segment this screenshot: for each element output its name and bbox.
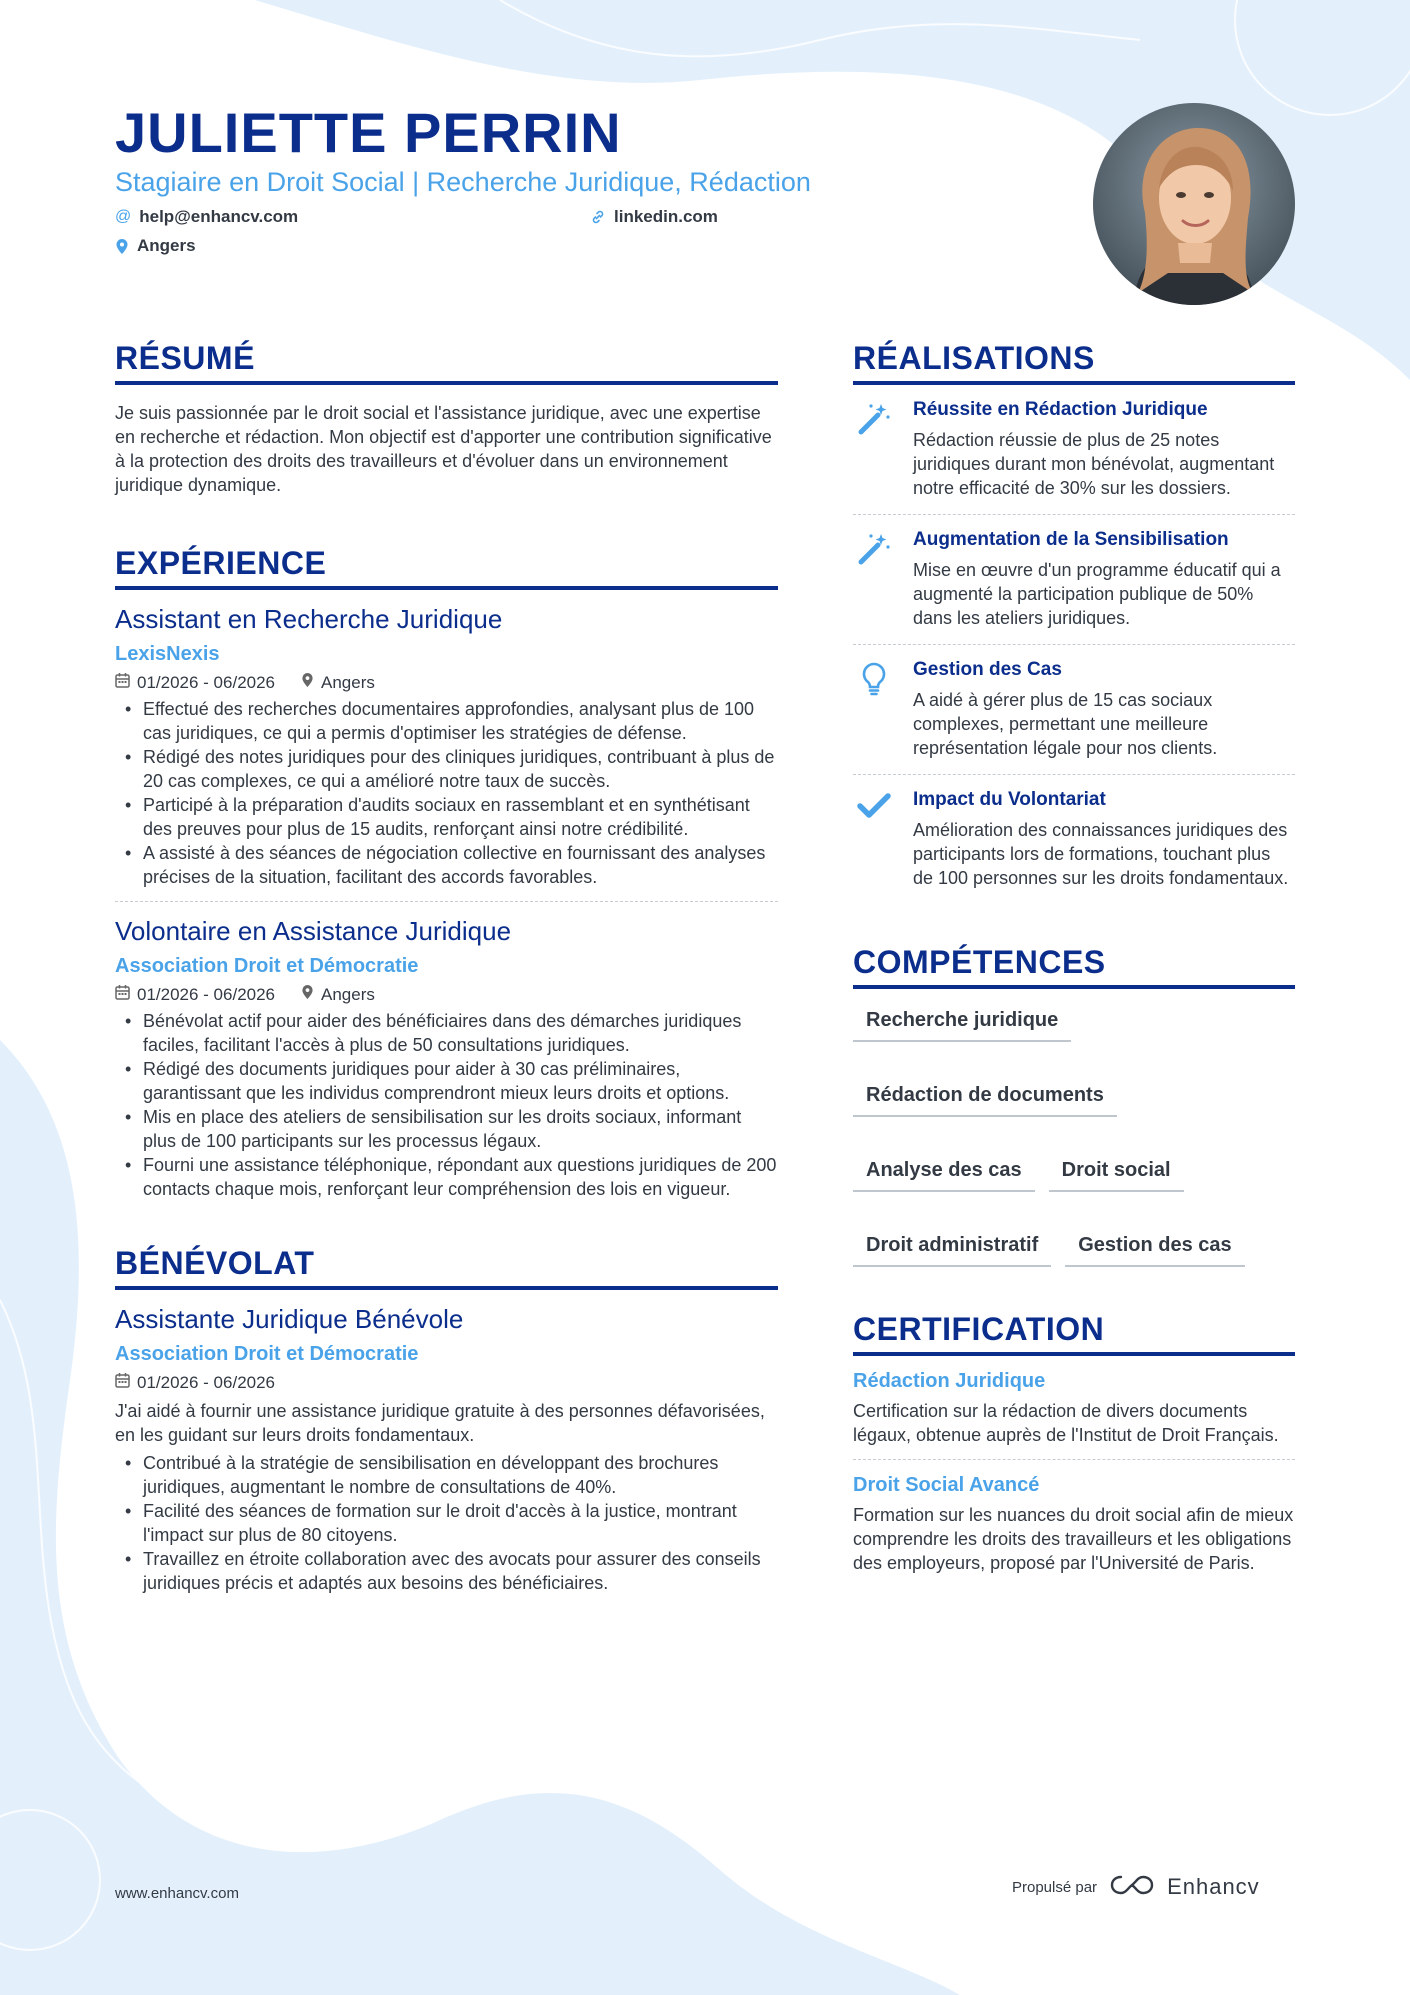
magic-wand-icon	[853, 529, 895, 630]
achievement-item	[853, 385, 1295, 514]
profile-photo	[1093, 103, 1295, 305]
job-location: Angers	[321, 672, 375, 692]
bullet-item: • Travaillez en étroite collaboration avec des avocats pour assurer des conseils juridiques précis et adaptés aux besoins des bénéficiaires.	[115, 1547, 778, 1595]
experience-entry	[115, 916, 778, 1201]
contact-linkedin[interactable]	[590, 207, 718, 227]
bullet-item: • Bénévolat actif pour aider des bénéficiaires dans des démarches juridiques faciles, facilitant l'accès à plus de 50 consultations juridiques.	[115, 1009, 778, 1057]
company-name: Association Droit et Démocratie	[115, 955, 419, 977]
experience-heading: EXPÉRIENCE	[115, 545, 778, 590]
skill-tag: Droit administratif	[853, 1228, 1051, 1267]
location-pin-icon	[301, 984, 314, 1005]
certification-item	[853, 1460, 1295, 1575]
calendar-icon	[115, 672, 130, 693]
job-dates: 01/2026 - 06/2026	[137, 984, 276, 1004]
job-bullets	[115, 697, 778, 889]
lightbulb-icon	[853, 659, 895, 760]
achievement-desc: Mise en œuvre d'un programme éducatif qui a augmenté la participation publique de 50% dans les ateliers juridiques.	[913, 560, 1281, 628]
bullet-item: • Effectué des recherches documentaires approfondies, analysant plus de 100 cas juridiques, ce qui a permis d'optimiser les stratégies de défense.	[115, 697, 778, 745]
candidate-title: Stagiaire en Droit Social | Recherche Juridique, Rédaction	[115, 167, 811, 197]
achievement-desc: Rédaction réussie de plus de 25 notes juridiques durant mon bénévolat, augmentant notre efficacité de 30% sur les dossiers.	[913, 430, 1275, 498]
achievement-item	[853, 775, 1295, 904]
volunteer-dates: 01/2026 - 06/2026	[137, 1372, 276, 1392]
divider	[115, 901, 778, 902]
summary-heading: RÉSUMÉ	[115, 340, 778, 385]
certification-title: Droit Social Avancé	[853, 1474, 1040, 1496]
job-bullets	[115, 1009, 778, 1201]
email-text: help@enhancv.com	[139, 207, 299, 226]
candidate-name: JULIETTE PERRIN	[115, 101, 622, 164]
bullet-item: • A assisté à des séances de négociation collective en fournissant des analyses précises de la situation, facilitant des accords favorables.	[115, 841, 778, 889]
skills-heading: COMPÉTENCES	[853, 944, 1295, 989]
experience-entry	[115, 604, 778, 889]
powered-by-text: Propulsé par	[1012, 1878, 1098, 1896]
footer-branding[interactable]	[1012, 1873, 1260, 1901]
skill-tag: Droit social	[1049, 1153, 1184, 1192]
certification-title: Rédaction Juridique	[853, 1370, 1046, 1392]
volunteer-organization: Association Droit et Démocratie	[115, 1343, 419, 1365]
achievement-title: Augmentation de la Sensibilisation	[913, 529, 1229, 550]
bullet-item: • Participé à la préparation d'audits sociaux en rassemblant et en synthétisant des preuves pour plus de 15 audits, renforçant ainsi notre crédibilité.	[115, 793, 778, 841]
location-pin-icon	[301, 672, 314, 693]
link-icon	[590, 209, 606, 225]
location-pin-icon	[115, 238, 129, 255]
footer-website[interactable]: www.enhancv.com	[115, 1885, 239, 1902]
summary-text: Je suis passionnée par le droit social et l'assistance juridique, avec une expertise en recherche et rédaction. Mon objectif est d'apporter une contribution significative à la protection des droits des travailleurs et d'évoluer dans un environnement juridique dynamique.	[115, 403, 772, 495]
achievement-item	[853, 515, 1295, 644]
job-title: Assistant en Recherche Juridique	[115, 604, 503, 634]
certification-heading: CERTIFICATION	[853, 1311, 1295, 1356]
achievement-title: Réussite en Rédaction Juridique	[913, 399, 1208, 420]
skill-tag: Recherche juridique	[853, 1003, 1071, 1042]
achievement-title: Impact du Volontariat	[913, 789, 1106, 810]
at-sign-icon: @	[115, 208, 132, 225]
job-title: Volontaire en Assistance Juridique	[115, 916, 512, 946]
skill-tag: Rédaction de documents	[853, 1078, 1117, 1117]
contact-location	[115, 236, 196, 256]
volunteer-bullets	[115, 1451, 778, 1595]
bullet-item: • Fourni une assistance téléphonique, répondant aux questions juridiques de 200 contacts chaque mois, renforçant leur compréhension des lois en vigueur.	[115, 1153, 778, 1201]
bullet-item: • Contribué à la stratégie de sensibilisation en développant des brochures juridiques, augmentant le nombre de consultations de 40%.	[115, 1451, 778, 1499]
job-dates: 01/2026 - 06/2026	[137, 672, 276, 692]
skills-list	[853, 1003, 1295, 1267]
certification-item	[853, 1356, 1295, 1459]
bullet-item: • Rédigé des documents juridiques pour aider à 30 cas préliminaires, garantissant que les individus comprendront mieux leurs droits et options.	[115, 1057, 778, 1105]
volunteering-entry	[115, 1304, 778, 1595]
enhancv-logo-icon	[1109, 1873, 1155, 1901]
certification-desc: Formation sur les nuances du droit social afin de mieux comprendre les droits des travailleurs et les obligations des employeurs, proposé par l'Université de Paris.	[853, 1505, 1294, 1573]
achievements-heading: RÉALISATIONS	[853, 340, 1295, 385]
achievement-desc: A aidé à gérer plus de 15 cas sociaux complexes, permettant une meilleure représentation légale pour nos clients.	[913, 690, 1218, 758]
brand-name: Enhancv	[1167, 1874, 1260, 1899]
achievement-title: Gestion des Cas	[913, 659, 1062, 680]
skill-tag: Gestion des cas	[1065, 1228, 1244, 1267]
location-text: Angers	[137, 236, 196, 255]
volunteer-title: Assistante Juridique Bénévole	[115, 1304, 464, 1334]
portrait-image	[1093, 103, 1295, 305]
bullet-item: • Rédigé des notes juridiques pour des cliniques juridiques, contribuant à plus de 20 cas complexes, ce qui a amélioré notre taux de succès.	[115, 745, 778, 793]
linkedin-text: linkedin.com	[614, 207, 718, 226]
calendar-icon	[115, 984, 130, 1005]
calendar-icon	[115, 1372, 130, 1393]
contact-email[interactable]	[115, 207, 298, 227]
bullet-item: • Mis en place des ateliers de sensibilisation sur les droits sociaux, informant plus de 100 participants sur les processus légaux.	[115, 1105, 778, 1153]
company-name: LexisNexis	[115, 643, 220, 665]
certification-desc: Certification sur la rédaction de divers documents légaux, obtenue auprès de l'Institut de Droit Français.	[853, 1401, 1279, 1445]
achievement-desc: Amélioration des connaissances juridiques des participants lors de formations, touchant plus de 100 personnes sur les droits fondamentaux.	[913, 820, 1289, 888]
volunteering-heading: BÉNÉVOLAT	[115, 1245, 778, 1290]
checkmark-icon	[853, 789, 895, 890]
achievement-item	[853, 645, 1295, 774]
magic-wand-icon	[853, 399, 895, 500]
bullet-item: • Facilité des séances de formation sur le droit d'accès à la justice, montrant l'impact sur plus de 80 citoyens.	[115, 1499, 778, 1547]
skill-tag: Analyse des cas	[853, 1153, 1035, 1192]
volunteer-description: J'ai aidé à fournir une assistance juridique gratuite à des personnes défavorisées, en les guidant sur leurs droits fondamentaux.	[115, 1401, 765, 1445]
job-location: Angers	[321, 984, 375, 1004]
